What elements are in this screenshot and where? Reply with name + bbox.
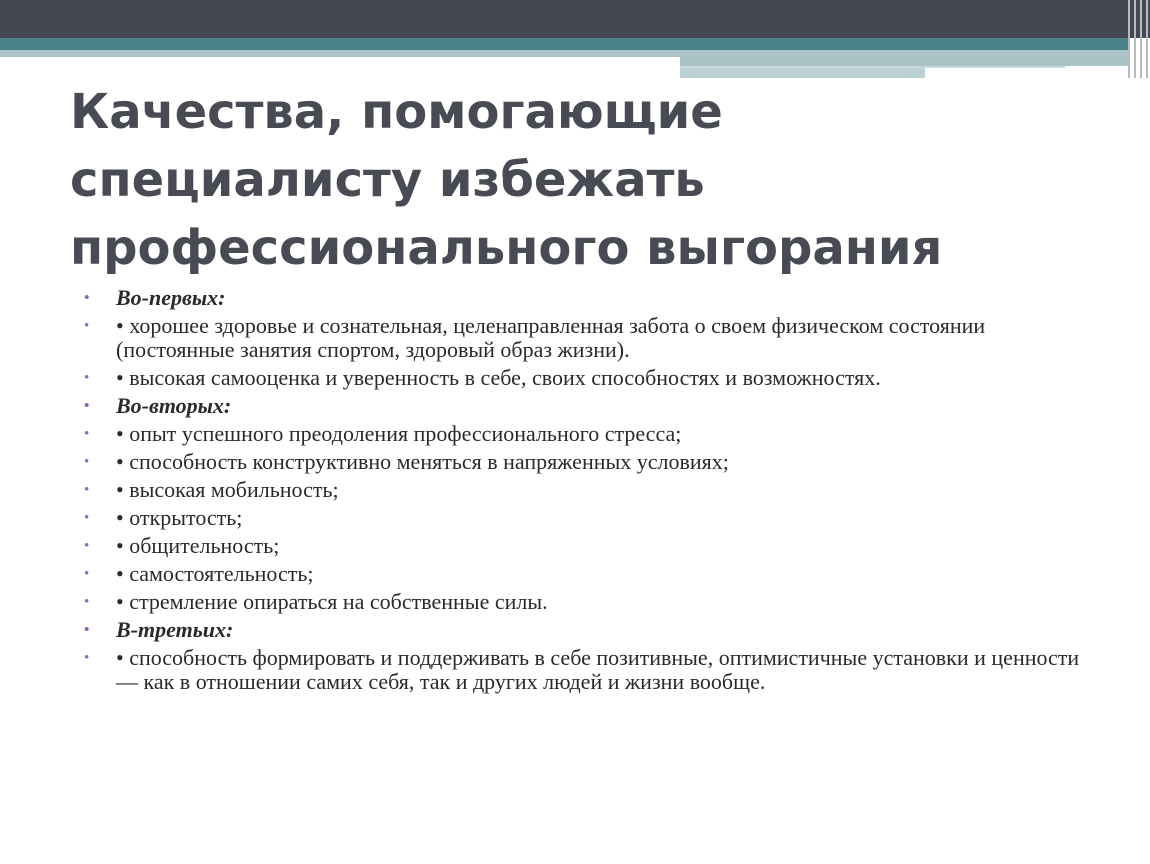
list-item: • • опыт успешного преодоления профессионального стресса;	[84, 422, 1084, 446]
section-heading-second: • Во-вторых:	[84, 394, 1084, 418]
list-item: • • способность формировать и поддерживать в себе позитивные, оптимистичные установки и ценности — как в отношении самих себя, так и других людей и жизни вообще.	[84, 646, 1084, 694]
header-right-stripes	[1124, 0, 1150, 78]
list-item: • • самостоятельность;	[84, 562, 1084, 586]
list-item: • • открытость;	[84, 506, 1084, 530]
list-item: • • общительность;	[84, 534, 1084, 558]
header-pale-bar	[680, 68, 925, 78]
list-item: • • высокая мобильность;	[84, 478, 1084, 502]
header-light-band-right	[680, 50, 1128, 66]
section-heading-first: • Во-первых:	[84, 286, 1084, 310]
header-teal-band	[0, 38, 1130, 50]
section-heading-third: • В-третьих:	[84, 618, 1084, 642]
header-light-band-left	[0, 50, 680, 57]
bullet-list	[84, 286, 1084, 698]
list-item: • • способность конструктивно меняться в напряженных условиях;	[84, 450, 1084, 474]
list-item: • • стремление опираться на собственные силы.	[84, 590, 1084, 614]
slide-title: Качества, помогающие специалисту избежать профессионального выгорания	[70, 84, 943, 276]
header-dark-band	[0, 0, 1150, 38]
list-item: • • высокая самооценка и уверенность в себе, своих способностях и возможностях.	[84, 366, 1084, 390]
list-item: • • хорошее здоровье и сознательная, целенаправленная забота о своем физическом состоянии (постоянные занятия спортом, здоровый образ жизни).	[84, 314, 1084, 362]
